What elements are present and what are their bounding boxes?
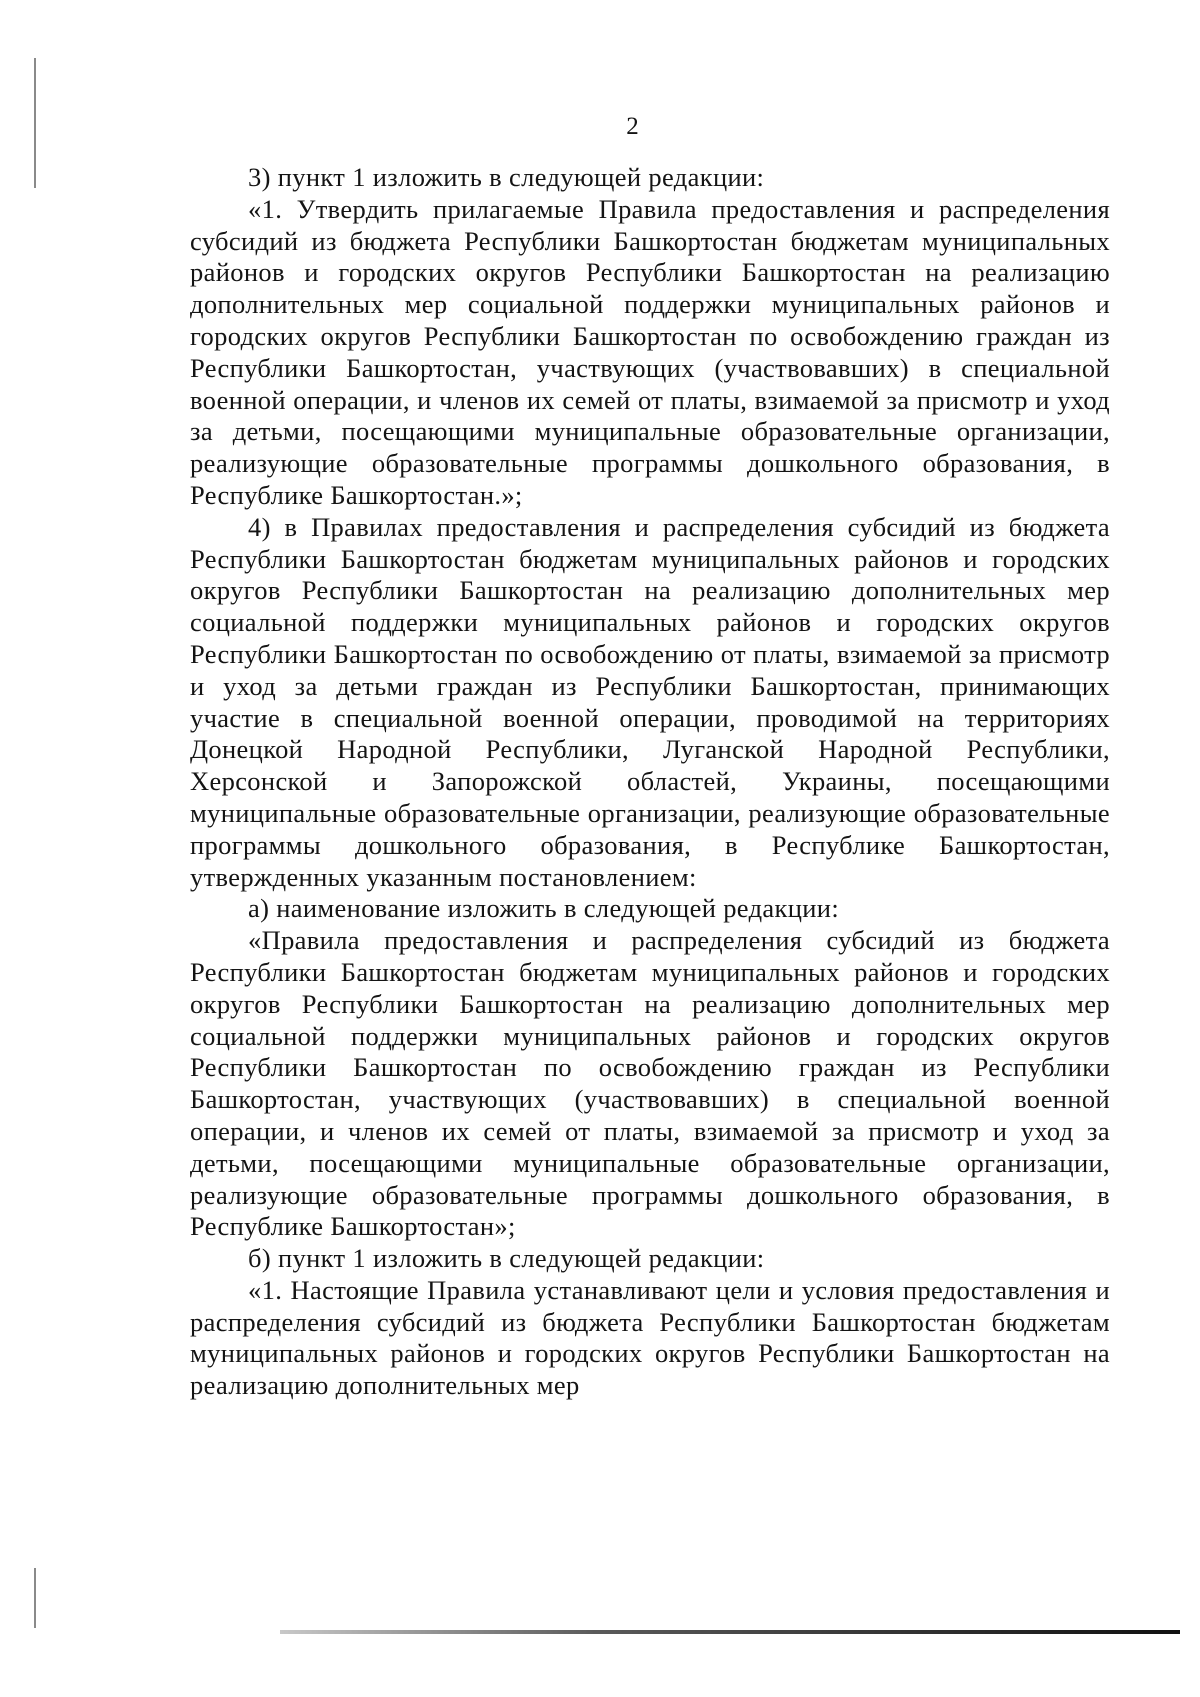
paragraph-subitem-a: а) наименование изложить в следующей редакции: (248, 893, 840, 924)
bottom-scan-rule (280, 1630, 1180, 1634)
scan-edge-mark-top (34, 58, 36, 188)
paragraph-title-quote: «Правила предоставления и распределения субсидий из бюджета Республики Башкортостан бюджетам муниципальных районов и городских округов Республики Башкортостан на реализацию дополнительных мер социальной поддержки муниципальных районов и городских округов Республики Башкортостан по освобождению граждан из Республики Башкортостан, участвующих (участвовавших) в специальной военной операции, и членов их семей от платы, взимаемой за присмотр и уход за детьми, посещающими муниципальные образовательные организации, реализующие образовательные программы дошкольного образования, в Республике Башкортостан»; (190, 925, 1110, 1242)
scan-edge-mark-bottom (34, 1568, 36, 1628)
paragraph-point-1-quote: «1. Настоящие Правила устанавливают цели и условия предоставления и распределения субсидий из бюджета Республики Башкортостан бюджетам муниципальных районов и городских округов Республики Башкортостан на реализацию дополнительных мер (190, 1274, 1110, 1401)
paragraph-item-4: 4) в Правилах предоставления и распределения субсидий из бюджета Республики Башкортостан бюджетам муниципальных районов и городских округов Республики Башкортостан на реализацию дополнительных мер социальной поддержки муниципальных районов и городских округов Республики Башкортостан по освобождению от платы, взимаемой за присмотр и уход за детьми граждан из Республики Башкортостан, принимающих участие в специальной военной операции, проводимой на территориях Донецкой Народной Республики, Луганской Народной Республики, Херсонской и Запорожской областей, Украины, посещающими муниципальные образовательные организации, реализующие образовательные программы дошкольного образования, в Республике Башкортостан, утвержденных указанным постановлением: (190, 511, 1110, 892)
paragraph-item-3: 3) пункт 1 изложить в следующей редакции: (248, 162, 765, 192)
document-body (190, 162, 1110, 1402)
paragraph-subitem-b: б) пункт 1 изложить в следующей редакции: (248, 1243, 765, 1274)
page-number: 2 (626, 113, 639, 140)
paragraph-item-1-quote: «1. Утвердить прилагаемые Правила предоставления и распределения субсидий из бюджета Республики Башкортостан бюджетам муниципальных районов и городских округов Республики Башкортостан на реализацию дополнительных мер социальной поддержки муниципальных районов и городских округов Республики Башкортостан по освобождению граждан из Республики Башкортостан, участвующих (участвовавших) в специальной военной операции, и членов их семей от платы, взимаемой за присмотр и уход за детьми, посещающими муниципальные образовательные организации, реализующие образовательные программы дошкольного образования, в Республике Башкортостан.»; (190, 193, 1110, 510)
